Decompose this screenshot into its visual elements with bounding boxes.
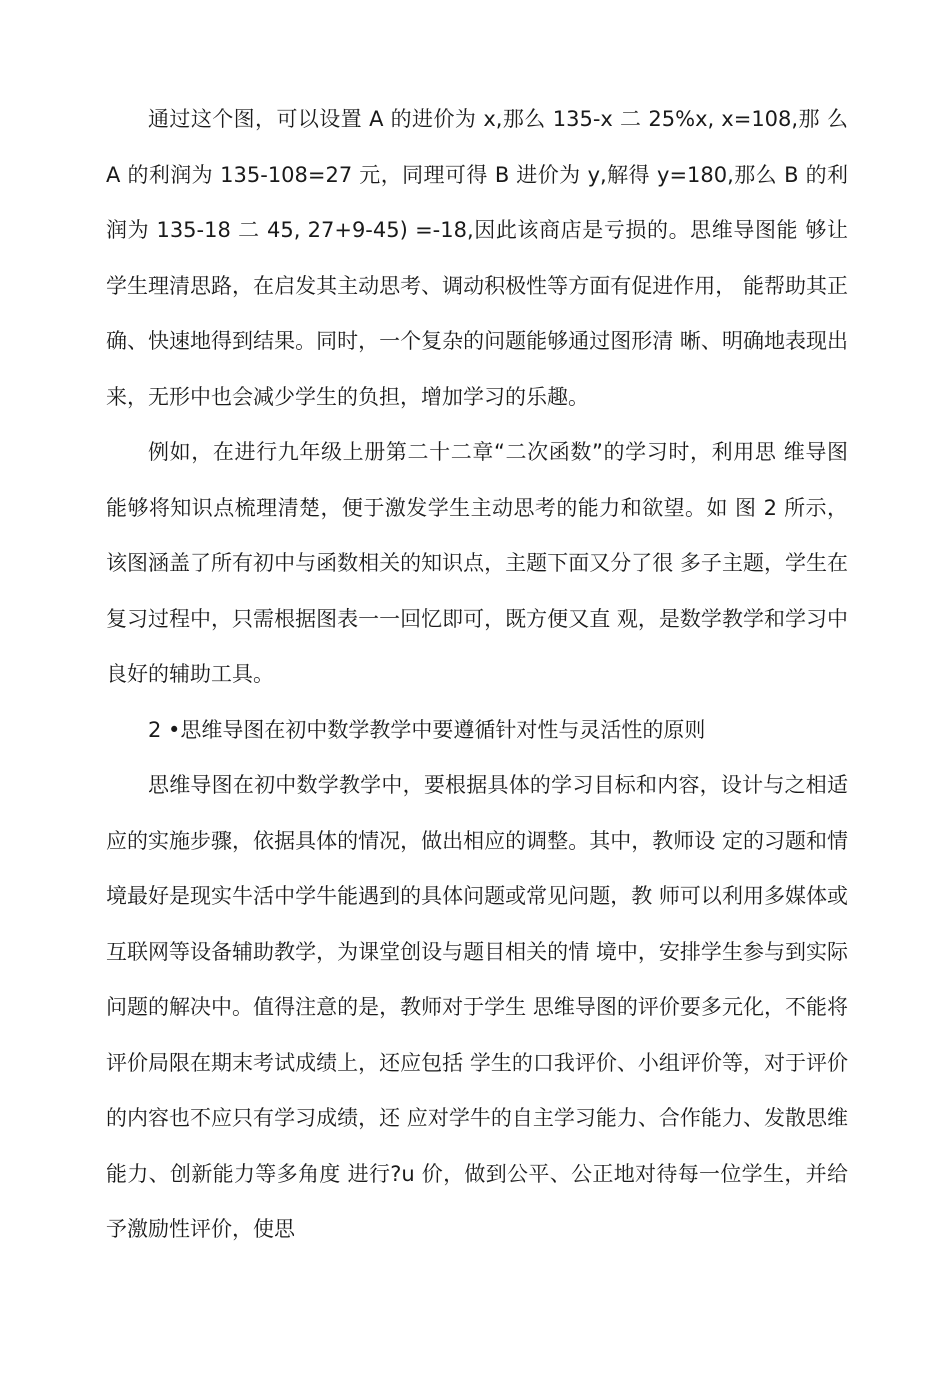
paragraph-principle-detail: 思维导图在初中数学教学中，要根据具体的学习目标和内容，设计与之相适应的实施步骤，依据具体的情况，做出相应的调整。其中，教师设 定的习题和情境最好是现实牛活中学牛能遇到的具体问题或常见问题，教 师可以利用多媒体或互联网等设备辅助教学，为课堂创设与题目相关的情 境中，安排学生参与到实际问题的解决中。值得注意的是，教师对于学生 思维导图的评价要多元化，不能将评价局限在期末考试成绩上，还应包括 学生的口我评价、小组评价等，对于评价的内容也不应只有学习成绩，还 应对学牛的自主学习能力、合作能力、发散思维能力、创新能力等多角度 进行?u 价，做到公平、公正地对待每一位学生，并给予激励性评价，使思 <box>106 773 848 1241</box>
paragraph-mindmap-example: 通过这个图，可以设置 A 的进价为 x,那么 135-x 二 25%x, x=108,那 么 A 的利润为 135-108=27 元，同理可得 B 进价为 y,解得 y=180,那么 B 的利润为 135-18 二 45, 27+9-45) =-18,因此该商店是亏损的。思维导图能 够让学生理清思路，在启发其主动思考、调动积极性等方面有促进作用， 能帮助其正确、快速地得到结果。同时，一个复杂的问题能够通过图形清 晰、明确地表现出来，无形中也会减少学生的负担，增加学习的乐趣。 <box>106 107 848 409</box>
document-body <box>106 92 848 1258</box>
paragraph-quadratic-function: 例如，在进行九年级上册第二十二章“二次函数”的学习时，利用思 维导图能够将知识点梳理清楚，便于激发学生主动思考的能力和欲望。如 图 2 所示，该图涵盖了所有初中与函数相关的知识点，主题下面又分了很 多子主题，学生在复习过程中，只需根据图表一一回忆即可，既方便又直 观，是数学教学和学习中良好的辅助工具。 <box>106 440 848 686</box>
section-heading-principle: 2 •思维导图在初中数学教学中要遵循针对性与灵活性的原则 <box>148 717 706 742</box>
